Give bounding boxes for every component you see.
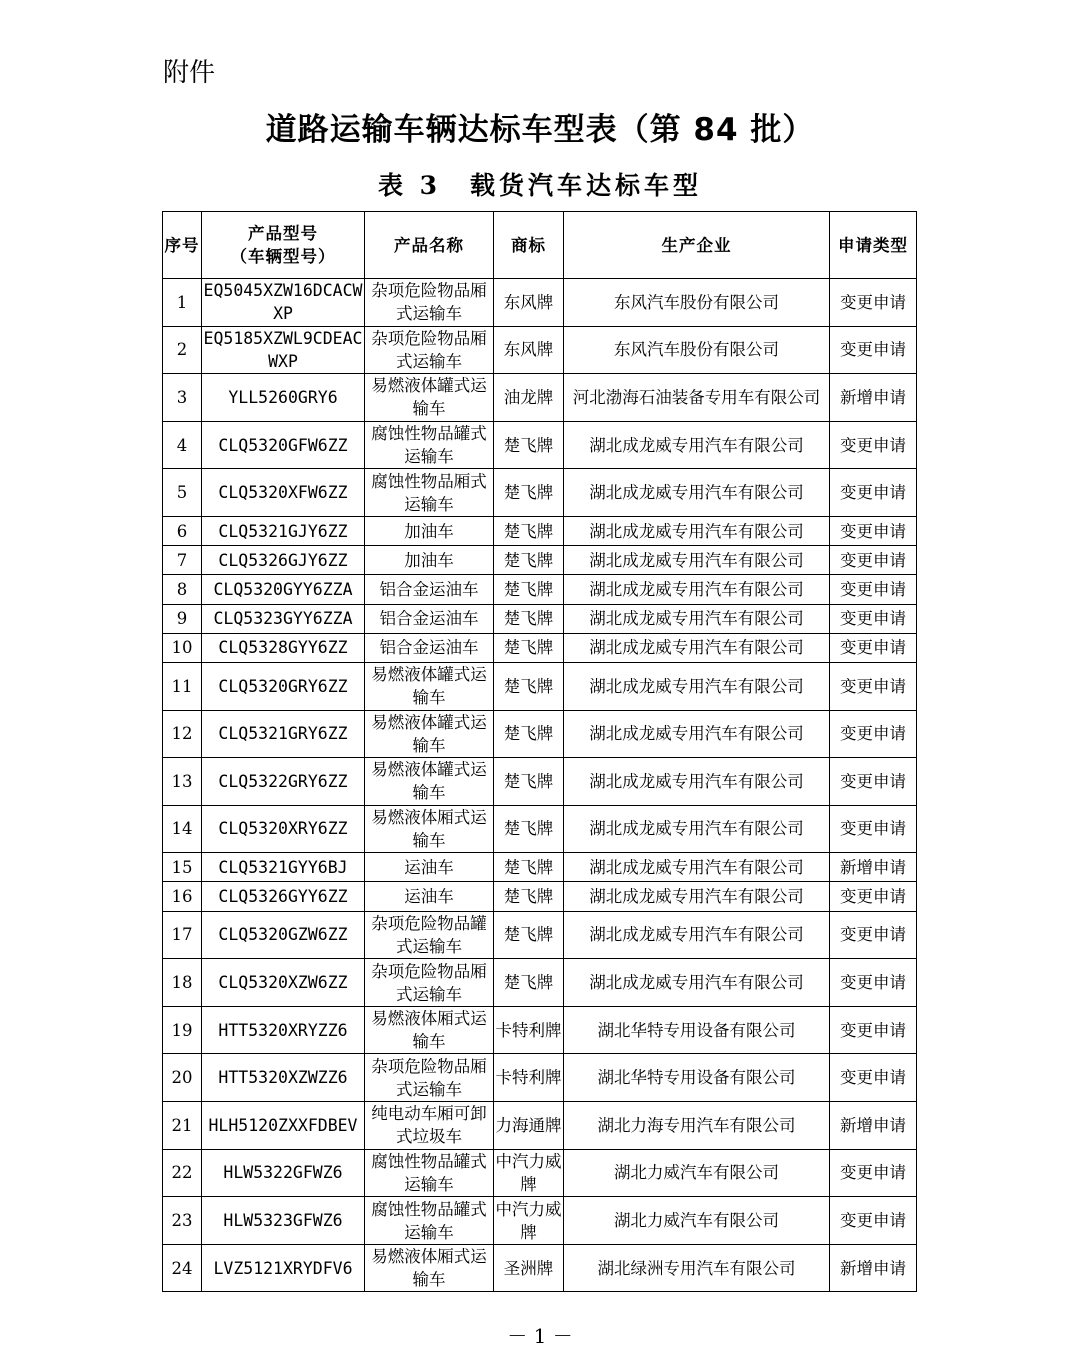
- cell-maker: 湖北成龙威专用汽车有限公司: [564, 575, 830, 604]
- cell-seq: 7: [163, 546, 202, 575]
- cell-name: 易燃液体厢式运输车: [365, 805, 494, 853]
- cell-type: 变更申请: [830, 758, 917, 806]
- cell-type: 变更申请: [830, 575, 917, 604]
- cell-maker: 湖北成龙威专用汽车有限公司: [564, 469, 830, 517]
- cell-maker: 湖北华特专用设备有限公司: [564, 1054, 830, 1102]
- cell-seq: 6: [163, 516, 202, 545]
- cell-type: 变更申请: [830, 604, 917, 633]
- cell-model: LVZ5121XRYDFV6: [202, 1244, 365, 1292]
- cell-model: HLW5323GFWZ6: [202, 1197, 365, 1245]
- cell-maker: 湖北成龙威专用汽车有限公司: [564, 882, 830, 911]
- cell-maker: 湖北成龙威专用汽车有限公司: [564, 758, 830, 806]
- cell-type: 变更申请: [830, 326, 917, 374]
- header-seq: 序号: [163, 212, 202, 279]
- cell-name: 杂项危险物品厢式运输车: [365, 326, 494, 374]
- cell-seq: 22: [163, 1149, 202, 1197]
- cell-seq: 13: [163, 758, 202, 806]
- cell-model: CLQ5320GFW6ZZ: [202, 421, 365, 469]
- cell-maker: 湖北成龙威专用汽车有限公司: [564, 662, 830, 710]
- cell-model: HTT5320XZWZZ6: [202, 1054, 365, 1102]
- cell-type: 变更申请: [830, 1197, 917, 1245]
- cell-name: 运油车: [365, 882, 494, 911]
- cell-maker: 东风汽车股份有限公司: [564, 326, 830, 374]
- table-row: [163, 1006, 917, 1054]
- cell-brand: 楚飞牌: [494, 604, 564, 633]
- cell-name: 腐蚀性物品厢式运输车: [365, 469, 494, 517]
- table-subtitle: 表 3 载货汽车达标车型: [377, 171, 703, 200]
- page-number: － 1 －: [507, 1324, 573, 1348]
- cell-brand: 中汽力威牌: [494, 1149, 564, 1197]
- cell-model: EQ5045XZW16DCACWXP: [202, 279, 365, 327]
- cell-brand: 东风牌: [494, 326, 564, 374]
- cell-type: 变更申请: [830, 279, 917, 327]
- cell-type: 变更申请: [830, 469, 917, 517]
- cell-model: HLH5120ZXXFDBEV: [202, 1102, 365, 1150]
- table-row: [163, 421, 917, 469]
- table-row: [163, 516, 917, 545]
- cell-type: 新增申请: [830, 1102, 917, 1150]
- cell-name: 易燃液体罐式运输车: [365, 710, 494, 758]
- cell-name: 加油车: [365, 546, 494, 575]
- cell-maker: 湖北力威汽车有限公司: [564, 1197, 830, 1245]
- table-row: [163, 758, 917, 806]
- cell-name: 杂项危险物品厢式运输车: [365, 279, 494, 327]
- cell-model: CLQ5321GYY6BJ: [202, 853, 365, 882]
- table-row: [163, 911, 917, 959]
- cell-seq: 19: [163, 1006, 202, 1054]
- cell-maker: 湖北成龙威专用汽车有限公司: [564, 421, 830, 469]
- cell-maker: 湖北力海专用汽车有限公司: [564, 1102, 830, 1150]
- header-name: 产品名称: [365, 212, 494, 279]
- cell-seq: 1: [163, 279, 202, 327]
- cell-name: 运油车: [365, 853, 494, 882]
- cell-brand: 楚飞牌: [494, 959, 564, 1007]
- cell-brand: 中汽力威牌: [494, 1197, 564, 1245]
- cell-model: CLQ5320GRY6ZZ: [202, 662, 365, 710]
- table-row: [163, 1054, 917, 1102]
- cell-name: 铝合金运油车: [365, 604, 494, 633]
- cell-type: 变更申请: [830, 1054, 917, 1102]
- header-model-line1: 产品型号: [248, 224, 318, 243]
- cell-brand: 卡特利牌: [494, 1054, 564, 1102]
- cell-brand: 楚飞牌: [494, 469, 564, 517]
- cell-type: 变更申请: [830, 421, 917, 469]
- cell-brand: 力海通牌: [494, 1102, 564, 1150]
- cell-type: 变更申请: [830, 882, 917, 911]
- table-header-row: [163, 212, 917, 279]
- cell-maker: 湖北绿洲专用汽车有限公司: [564, 1244, 830, 1292]
- cell-seq: 3: [163, 374, 202, 422]
- cell-type: 变更申请: [830, 633, 917, 662]
- cell-seq: 11: [163, 662, 202, 710]
- header-brand: 商标: [494, 212, 564, 279]
- cell-brand: 楚飞牌: [494, 516, 564, 545]
- cell-model: CLQ5322GRY6ZZ: [202, 758, 365, 806]
- cell-seq: 23: [163, 1197, 202, 1245]
- cell-brand: 楚飞牌: [494, 662, 564, 710]
- table-row: [163, 469, 917, 517]
- table-row: [163, 575, 917, 604]
- cell-type: 变更申请: [830, 516, 917, 545]
- table-row: [163, 959, 917, 1007]
- cell-brand: 楚飞牌: [494, 575, 564, 604]
- cell-brand: 楚飞牌: [494, 546, 564, 575]
- cell-brand: 圣洲牌: [494, 1244, 564, 1292]
- cell-seq: 2: [163, 326, 202, 374]
- cell-model: CLQ5320XFW6ZZ: [202, 469, 365, 517]
- cell-maker: 湖北力威汽车有限公司: [564, 1149, 830, 1197]
- cell-seq: 21: [163, 1102, 202, 1150]
- cell-maker: 湖北成龙威专用汽车有限公司: [564, 604, 830, 633]
- cell-maker: 湖北成龙威专用汽车有限公司: [564, 853, 830, 882]
- cell-model: CLQ5321GJY6ZZ: [202, 516, 365, 545]
- table-row: [163, 1197, 917, 1245]
- header-type: 申请类型: [830, 212, 917, 279]
- cell-seq: 10: [163, 633, 202, 662]
- cell-maker: 湖北成龙威专用汽车有限公司: [564, 546, 830, 575]
- cell-maker: 湖北成龙威专用汽车有限公司: [564, 959, 830, 1007]
- cell-name: 纯电动车厢可卸式垃圾车: [365, 1102, 494, 1150]
- cell-brand: 楚飞牌: [494, 710, 564, 758]
- cell-model: EQ5185XZWL9CDEACWXP: [202, 326, 365, 374]
- cell-seq: 17: [163, 911, 202, 959]
- cell-name: 腐蚀性物品罐式运输车: [365, 1149, 494, 1197]
- cell-type: 变更申请: [830, 1149, 917, 1197]
- cell-seq: 24: [163, 1244, 202, 1292]
- table-row: [163, 662, 917, 710]
- table-row: [163, 604, 917, 633]
- table-row: [163, 279, 917, 327]
- cell-model: CLQ5320XRY6ZZ: [202, 805, 365, 853]
- cell-type: 变更申请: [830, 1006, 917, 1054]
- cell-type: 变更申请: [830, 911, 917, 959]
- cell-brand: 楚飞牌: [494, 421, 564, 469]
- table-row: [163, 853, 917, 882]
- cell-name: 杂项危险物品罐式运输车: [365, 911, 494, 959]
- cell-name: 易燃液体厢式运输车: [365, 1006, 494, 1054]
- cell-brand: 楚飞牌: [494, 805, 564, 853]
- cell-type: 变更申请: [830, 662, 917, 710]
- cell-seq: 14: [163, 805, 202, 853]
- cell-name: 腐蚀性物品罐式运输车: [365, 421, 494, 469]
- cell-type: 新增申请: [830, 853, 917, 882]
- cell-maker: 湖北成龙威专用汽车有限公司: [564, 911, 830, 959]
- cell-maker: 湖北成龙威专用汽车有限公司: [564, 516, 830, 545]
- cell-maker: 湖北成龙威专用汽车有限公司: [564, 710, 830, 758]
- cell-brand: 楚飞牌: [494, 758, 564, 806]
- cell-maker: 东风汽车股份有限公司: [564, 279, 830, 327]
- cell-name: 易燃液体罐式运输车: [365, 374, 494, 422]
- cell-maker: 湖北华特专用设备有限公司: [564, 1006, 830, 1054]
- cell-model: CLQ5326GJY6ZZ: [202, 546, 365, 575]
- cell-seq: 20: [163, 1054, 202, 1102]
- cell-model: CLQ5321GRY6ZZ: [202, 710, 365, 758]
- cell-name: 易燃液体罐式运输车: [365, 662, 494, 710]
- cell-brand: 楚飞牌: [494, 633, 564, 662]
- cell-seq: 8: [163, 575, 202, 604]
- cell-name: 杂项危险物品厢式运输车: [365, 959, 494, 1007]
- cell-maker: 河北渤海石油装备专用车有限公司: [564, 374, 830, 422]
- cell-seq: 9: [163, 604, 202, 633]
- cell-name: 易燃液体厢式运输车: [365, 1244, 494, 1292]
- cell-name: 杂项危险物品厢式运输车: [365, 1054, 494, 1102]
- header-model: [202, 212, 365, 279]
- cell-type: 变更申请: [830, 546, 917, 575]
- attachment-label: 附件: [163, 58, 216, 88]
- cell-brand: 卡特利牌: [494, 1006, 564, 1054]
- cell-seq: 4: [163, 421, 202, 469]
- cell-model: CLQ5320XZW6ZZ: [202, 959, 365, 1007]
- cell-seq: 5: [163, 469, 202, 517]
- cell-seq: 15: [163, 853, 202, 882]
- table-body: [163, 279, 917, 1292]
- cell-name: 加油车: [365, 516, 494, 545]
- cell-model: YLL5260GRY6: [202, 374, 365, 422]
- vehicle-table: [162, 211, 917, 1292]
- table-row: [163, 882, 917, 911]
- header-maker: 生产企业: [564, 212, 830, 279]
- cell-brand: 油龙牌: [494, 374, 564, 422]
- cell-type: 新增申请: [830, 374, 917, 422]
- table-row: [163, 633, 917, 662]
- cell-model: CLQ5326GYY6ZZ: [202, 882, 365, 911]
- cell-name: 铝合金运油车: [365, 575, 494, 604]
- table-row: [163, 1102, 917, 1150]
- table-row: [163, 1244, 917, 1292]
- cell-model: CLQ5320GZW6ZZ: [202, 911, 365, 959]
- cell-seq: 12: [163, 710, 202, 758]
- header-model-line2: （车辆型号）: [230, 247, 336, 266]
- cell-maker: 湖北成龙威专用汽车有限公司: [564, 633, 830, 662]
- cell-seq: 18: [163, 959, 202, 1007]
- cell-model: CLQ5328GYY6ZZ: [202, 633, 365, 662]
- cell-name: 易燃液体罐式运输车: [365, 758, 494, 806]
- table-row: [163, 546, 917, 575]
- cell-name: 铝合金运油车: [365, 633, 494, 662]
- document-title: 道路运输车辆达标车型表（第 84 批）: [265, 112, 815, 148]
- cell-maker: 湖北成龙威专用汽车有限公司: [564, 805, 830, 853]
- cell-brand: 楚飞牌: [494, 853, 564, 882]
- table-row: [163, 326, 917, 374]
- cell-model: CLQ5323GYY6ZZA: [202, 604, 365, 633]
- cell-type: 新增申请: [830, 1244, 917, 1292]
- table-row: [163, 374, 917, 422]
- cell-type: 变更申请: [830, 710, 917, 758]
- cell-type: 变更申请: [830, 959, 917, 1007]
- cell-seq: 16: [163, 882, 202, 911]
- cell-brand: 楚飞牌: [494, 882, 564, 911]
- table-row: [163, 805, 917, 853]
- cell-brand: 楚飞牌: [494, 911, 564, 959]
- cell-model: HTT5320XRYZZ6: [202, 1006, 365, 1054]
- table-row: [163, 1149, 917, 1197]
- cell-type: 变更申请: [830, 805, 917, 853]
- cell-name: 腐蚀性物品罐式运输车: [365, 1197, 494, 1245]
- cell-model: CLQ5320GYY6ZZA: [202, 575, 365, 604]
- cell-brand: 东风牌: [494, 279, 564, 327]
- table-row: [163, 710, 917, 758]
- cell-model: HLW5322GFWZ6: [202, 1149, 365, 1197]
